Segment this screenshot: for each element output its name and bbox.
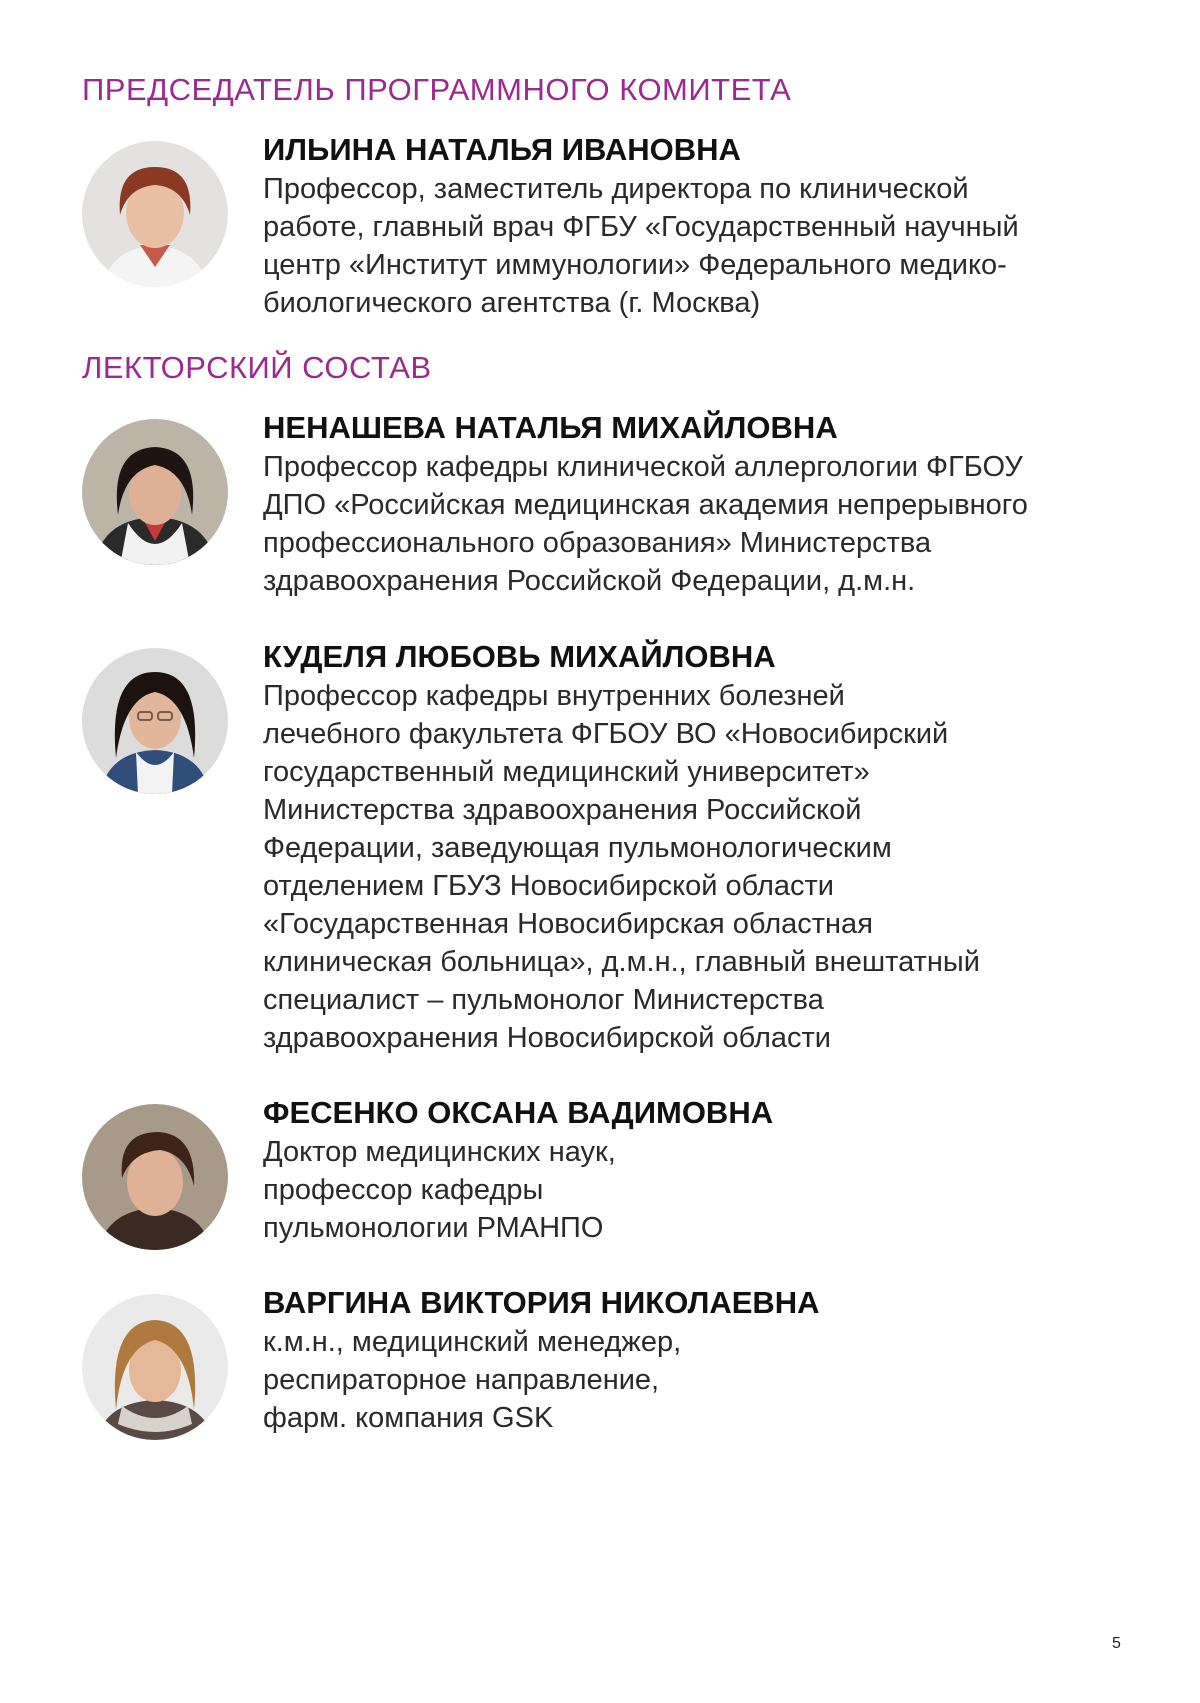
- person-name: ИЛЬИНА НАТАЛЬЯ ИВАНОВНА: [263, 132, 741, 167]
- avatar-ilina: [82, 141, 228, 287]
- person-description: Профессор, заместитель директора по клинической работе, главный врач ФГБУ «Государственный научный центр «Институт иммунологии» Федерального медико- биологического агентства (г. Москва): [263, 173, 1019, 319]
- portrait-photo-ilina: [82, 141, 228, 287]
- section-title-lecturers: ЛЕКТОРСКИЙ СОСТАВ: [82, 350, 432, 385]
- person-name: КУДЕЛЯ ЛЮБОВЬ МИХАЙЛОВНА: [263, 639, 776, 674]
- person-name: ВАРГИНА ВИКТОРИЯ НИКОЛАЕВНА: [263, 1285, 820, 1320]
- avatar-vargina: [82, 1294, 228, 1440]
- person-name: ФЕСЕНКО ОКСАНА ВАДИМОВНА: [263, 1095, 774, 1130]
- person-description: Доктор медицинских наук, профессор кафедры пульмонологии РМАНПО: [263, 1136, 616, 1244]
- section-title-chair: ПРЕДСЕДАТЕЛЬ ПРОГРАММНОГО КОМИТЕТА: [82, 72, 792, 107]
- portrait-photo-kudelya: [82, 648, 228, 794]
- portrait-photo-vargina: [82, 1294, 228, 1440]
- person-description: Профессор кафедры клинической аллергологии ФГБОУ ДПО «Российская медицинская академия непрерывного профессионального образования» Министерства здравоохранения Российской Федерации, д.м.н.: [263, 451, 1028, 597]
- portrait-photo-nenasheva: [82, 419, 228, 565]
- page-number: 5: [1112, 1635, 1121, 1652]
- avatar-kudelya: [82, 648, 228, 794]
- avatar-nenasheva: [82, 419, 228, 565]
- person-name: НЕНАШЕВА НАТАЛЬЯ МИХАЙЛОВНА: [263, 410, 838, 445]
- avatar-fesenko: [82, 1104, 228, 1250]
- person-description: к.м.н., медицинский менеджер, респираторное направление, фарм. компания GSK: [263, 1326, 682, 1434]
- person-description: Профессор кафедры внутренних болезней лечебного факультета ФГБОУ ВО «Новосибирский государственный медицинский университет» Министерства здравоохранения Российской Федерации, заведующая пульмонологическим отделением ГБУЗ Новосибирской области «Государственная Новосибирская областная клиническая больница», д.м.н., главный внештатный специалист – пульмонолог Министерства здравоохранения Новосибирской области: [263, 680, 980, 1054]
- portrait-photo-fesenko: [82, 1104, 228, 1250]
